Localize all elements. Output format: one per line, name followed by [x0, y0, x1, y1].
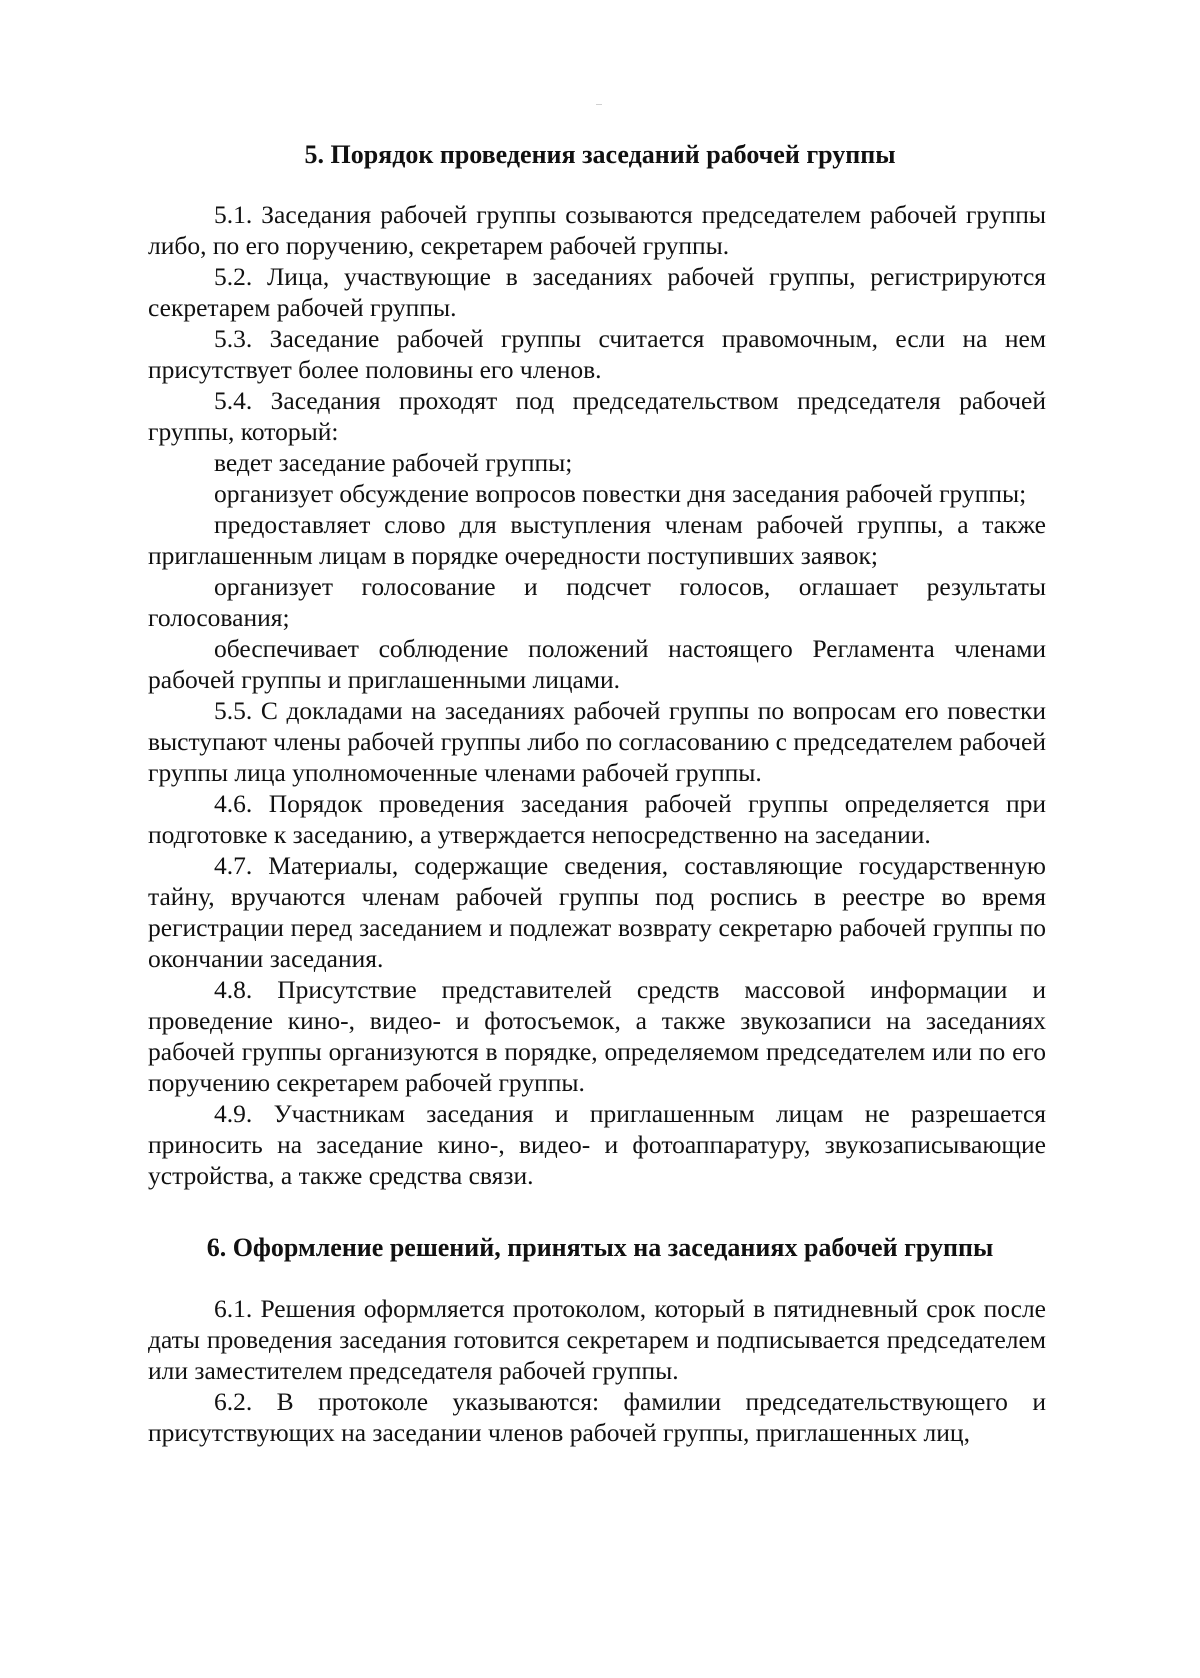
- list-item-chair-duty-2: организует обсуждение вопросов повестки дня заседания рабочей группы;: [214, 479, 1027, 508]
- paragraph-6-1: 6.1. Решения оформляется протоколом, который в пятидневный срок после даты проведения заседания готовится секретарем и подписывается председателем или заместителем председателя рабочей группы.: [148, 1294, 1046, 1385]
- section-5-heading: 5. Порядок проведения заседаний рабочей группы: [304, 140, 896, 169]
- paragraph-6-2: 6.2. В протоколе указываются: фамилии председательствующего и присутствующих на заседании членов рабочей группы, приглашенных лиц,: [148, 1387, 1046, 1447]
- paragraph-4-6: 4.6. Порядок проведения заседания рабочей группы определяется при подготовке к заседанию, а утверждается непосредственно на заседании.: [148, 789, 1046, 849]
- paragraph-4-7: 4.7. Материалы, содержащие сведения, составляющие государственную тайну, вручаются членам рабочей группы под роспись в реестре во время регистрации перед заседанием и подлежат возврату секретарю рабочей группы по окончании заседания.: [148, 851, 1046, 973]
- section-6-heading: 6. Оформление решений, принятых на заседаниях рабочей группы: [206, 1233, 994, 1262]
- section-6-body: [148, 1293, 1046, 1448]
- paragraph-5-1: 5.1. Заседания рабочей группы созываются председателем рабочей группы либо, по его поручению, секретарем рабочей группы.: [148, 200, 1046, 260]
- list-item-chair-duty-3: предоставляет слово для выступления членам рабочей группы, а также приглашенным лицам в порядке очередности поступивших заявок;: [148, 510, 1046, 570]
- paragraph-5-4: 5.4. Заседания проходят под председательством председателя рабочей группы, который:: [148, 386, 1046, 446]
- paragraph-5-2: 5.2. Лица, участвующие в заседаниях рабочей группы, регистрируются секретарем рабочей группы.: [148, 262, 1046, 322]
- scan-speck: [596, 104, 602, 105]
- list-item-chair-duty-5: обеспечивает соблюдение положений настоящего Регламента членами рабочей группы и приглашенными лицами.: [148, 634, 1046, 694]
- list-item-chair-duty-4: организует голосование и подсчет голосов, оглашает результаты голосования;: [148, 572, 1046, 632]
- section-5-body: [148, 199, 1046, 1191]
- paragraph-5-3: 5.3. Заседание рабочей группы считается правомочным, если на нем присутствует более половины его членов.: [148, 324, 1046, 384]
- paragraph-4-8: 4.8. Присутствие представителей средств массовой информации и проведение кино-, видео- и фотосъемок, а также звукозаписи на заседаниях рабочей группы организуются в порядке, определяемом председателем или по его поручению секретарем рабочей группы.: [148, 975, 1046, 1097]
- paragraph-4-9: 4.9. Участникам заседания и приглашенным лицам не разрешается приносить на заседание кино-, видео- и фотоаппаратуру, звукозаписывающие устройства, а также средства связи.: [148, 1099, 1046, 1190]
- paragraph-5-5: 5.5. С докладами на заседаниях рабочей группы по вопросам его повестки выступают члены рабочей группы либо по согласованию с председателем рабочей группы лица уполномоченные членами рабочей группы.: [148, 696, 1046, 787]
- list-item-chair-duty-1: ведет заседание рабочей группы;: [214, 448, 573, 477]
